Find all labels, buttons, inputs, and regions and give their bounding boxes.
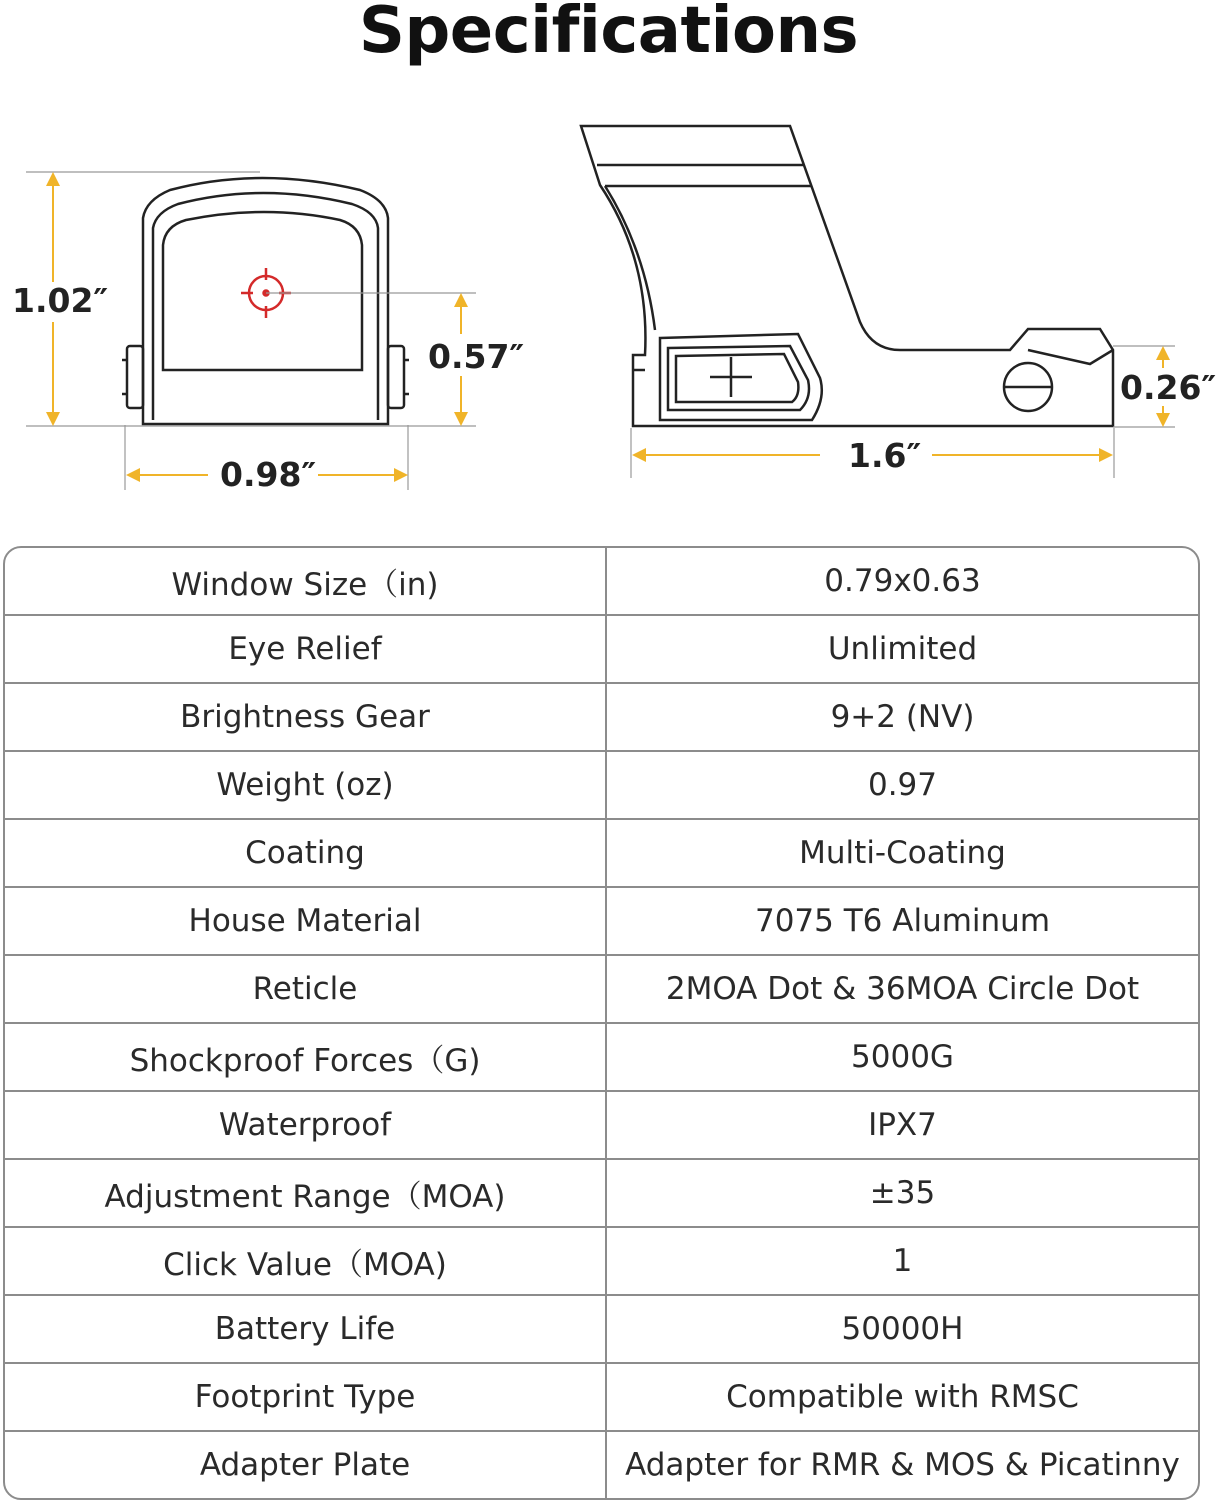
- table-row: [5, 752, 1198, 820]
- spec-label: Adjustment Range（MOA): [5, 1160, 607, 1228]
- spec-label: Reticle: [5, 956, 607, 1024]
- table-row: [5, 1296, 1198, 1364]
- side-view-sight: [581, 126, 1113, 426]
- spec-label: Battery Life: [5, 1296, 607, 1364]
- table-row: [5, 1092, 1198, 1160]
- table-row: [5, 1228, 1198, 1296]
- table-row: [5, 616, 1198, 684]
- dimension-height-front: 1.02″: [12, 281, 109, 320]
- spec-label: House Material: [5, 888, 607, 956]
- dimension-length-side: 1.6″: [848, 436, 922, 475]
- spec-label: Waterproof: [5, 1092, 607, 1160]
- dimension-window-height: 0.57″: [428, 337, 525, 376]
- table-row: [5, 956, 1198, 1024]
- spec-value: 50000H: [607, 1296, 1198, 1364]
- spec-value: 5000G: [607, 1024, 1198, 1092]
- table-row: [5, 1160, 1198, 1228]
- spec-value: Multi-Coating: [607, 820, 1198, 888]
- table-row: [5, 684, 1198, 752]
- table-row: [5, 548, 1198, 616]
- spec-value: IPX7: [607, 1092, 1198, 1160]
- table-row: [5, 1364, 1198, 1432]
- spec-value: 0.97: [607, 752, 1198, 820]
- spec-value: 2MOA Dot & 36MOA Circle Dot: [607, 956, 1198, 1024]
- front-view-sight: [122, 178, 409, 424]
- spec-value: ±35: [607, 1160, 1198, 1228]
- spec-value: 0.79x0.63: [607, 548, 1198, 616]
- table-row: [5, 820, 1198, 888]
- spec-label: Shockproof Forces（G): [5, 1024, 607, 1092]
- spec-value: 1: [607, 1228, 1198, 1296]
- spec-label: Click Value（MOA): [5, 1228, 607, 1296]
- spec-value: Compatible with RMSC: [607, 1364, 1198, 1432]
- specifications-table: [3, 546, 1200, 1500]
- table-row: [5, 1024, 1198, 1092]
- table-row: [5, 1432, 1198, 1498]
- spec-label: Eye Relief: [5, 616, 607, 684]
- spec-label: Brightness Gear: [5, 684, 607, 752]
- spec-label: Weight (oz): [5, 752, 607, 820]
- spec-value: Unlimited: [607, 616, 1198, 684]
- dimension-diagram: [0, 0, 1217, 540]
- dimension-width-front: 0.98″: [220, 455, 317, 494]
- spec-value: 7075 T6 Aluminum: [607, 888, 1198, 956]
- spec-value: Adapter for RMR & MOS & Picatinny: [625, 1447, 1180, 1483]
- spec-label: Window Size（in): [5, 548, 607, 616]
- page-title: Specifications: [358, 0, 859, 68]
- spec-label: Footprint Type: [5, 1364, 607, 1432]
- dimension-height-side: 0.26″: [1120, 368, 1217, 407]
- spec-label: Adapter Plate: [5, 1432, 607, 1498]
- table-row: [5, 888, 1198, 956]
- spec-label: Coating: [5, 820, 607, 888]
- spec-value: 9+2 (NV): [607, 684, 1198, 752]
